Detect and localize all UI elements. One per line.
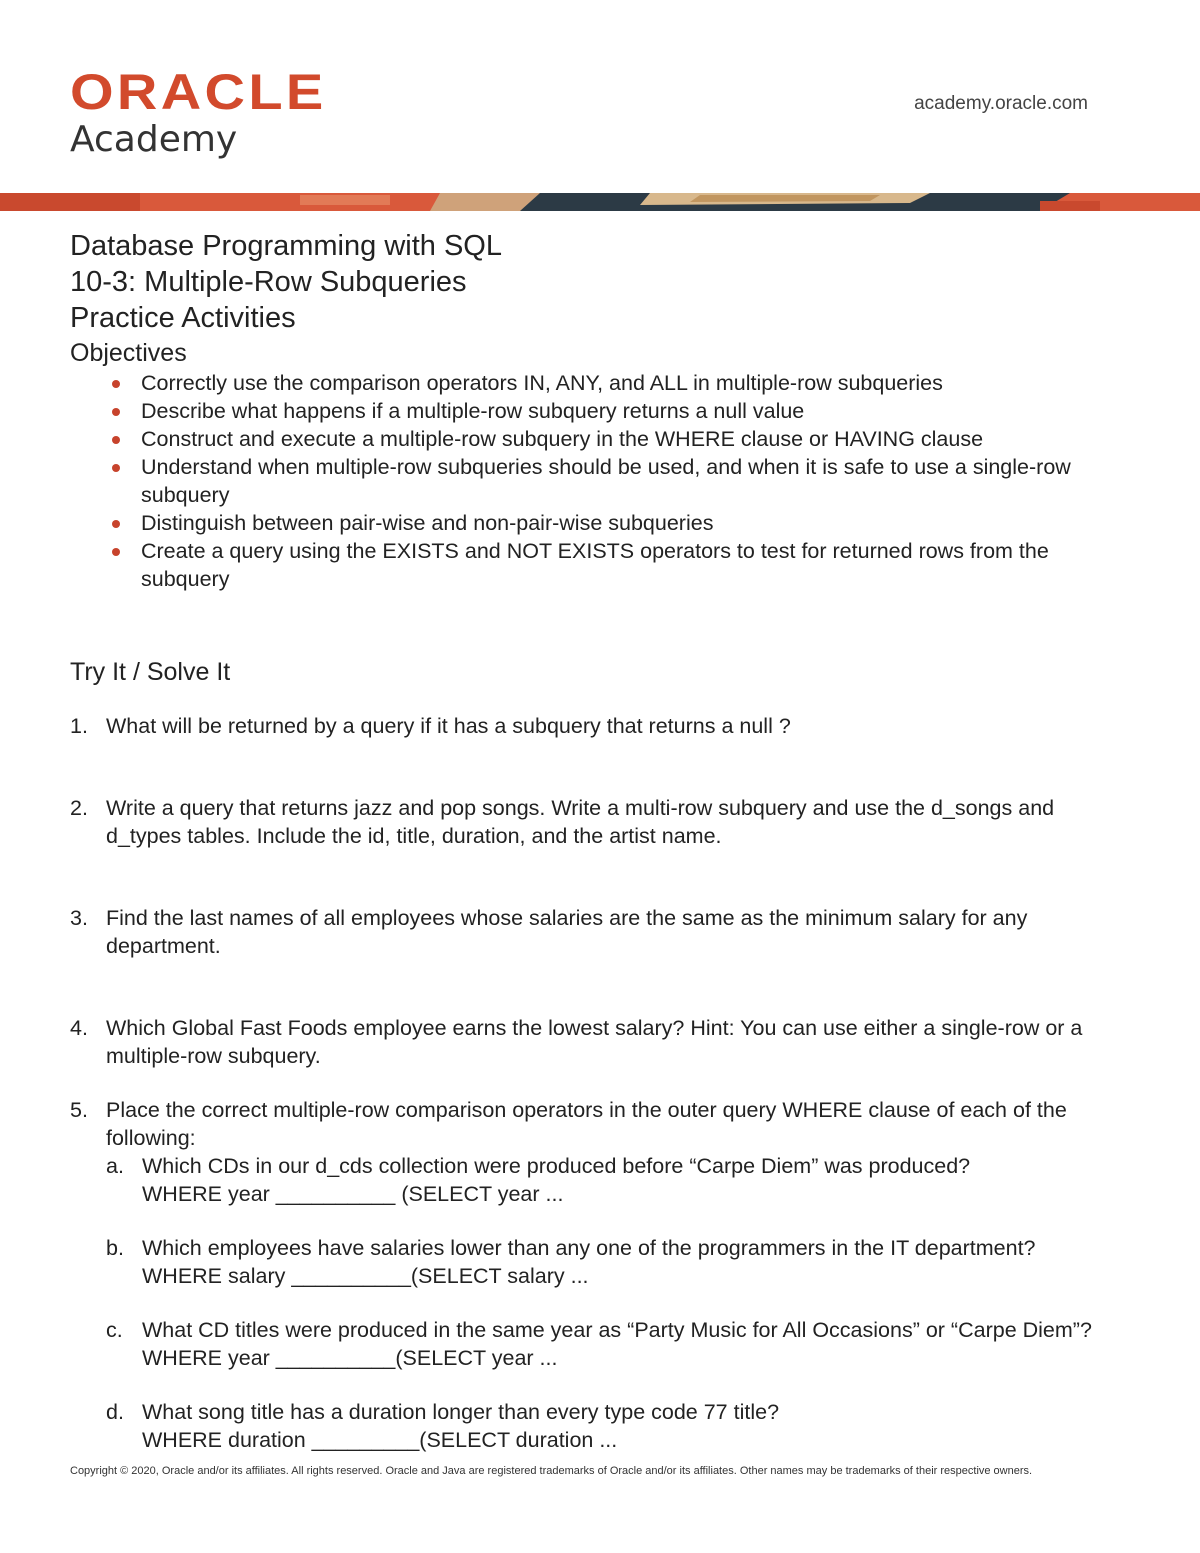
- lesson-title: 10-3: Multiple-Row Subqueries: [70, 266, 467, 298]
- question-text: What will be returned by a query if it has a subquery that returns a null ?: [106, 714, 791, 738]
- where-clause: WHERE duration _________(SELECT duration ...: [142, 1428, 618, 1452]
- sub-question-c: [106, 1316, 1130, 1372]
- decorative-banner: [0, 193, 1200, 211]
- where-clause: WHERE year __________(SELECT year ...: [142, 1346, 558, 1370]
- questions-list: [70, 712, 1130, 1454]
- question-number: 2.: [70, 796, 88, 820]
- question-number: 5.: [70, 1098, 88, 1122]
- question-5: [70, 1096, 1130, 1454]
- list-item: Construct and execute a multiple-row subquery in the WHERE clause or HAVING clause: [70, 425, 1130, 453]
- sub-question-text: Which CDs in our d_cds collection were produced before “Carpe Diem” was produced?: [142, 1154, 971, 1178]
- question-text: Write a query that returns jazz and pop songs. Write a multi-row subquery and use the d_songs and d_types tables. Include the id, title, duration, and the artist name.: [106, 796, 1055, 848]
- copyright-footer: Copyright © 2020, Oracle and/or its affiliates. All rights reserved. Oracle and Java are registered trademarks of Oracle and/or its affiliates. Other names may be trademarks of their respective owners.: [70, 1465, 1033, 1477]
- question-4: [70, 1014, 1130, 1070]
- question-text: Find the last names of all employees whose salaries are the same as the minimum salary for any department.: [106, 906, 1028, 958]
- list-item: Create a query using the EXISTS and NOT EXISTS operators to test for returned rows from the subquery: [70, 537, 1130, 593]
- sub-question-letter: a.: [106, 1154, 124, 1178]
- sub-question-text: Which employees have salaries lower than any one of the programmers in the IT department?: [142, 1236, 1036, 1260]
- question-number: 4.: [70, 1016, 88, 1040]
- question-1: [70, 712, 1130, 740]
- list-item: Understand when multiple-row subqueries should be used, and when it is safe to use a single-row subquery: [70, 453, 1130, 509]
- try-it-heading: Try It / Solve It: [70, 658, 231, 686]
- sub-question-letter: b.: [106, 1236, 124, 1260]
- question-3: [70, 904, 1130, 960]
- question-text: Which Global Fast Foods employee earns the lowest salary? Hint: You can use either a single-row or a multiple-row subquery.: [106, 1016, 1083, 1068]
- list-item: Distinguish between pair-wise and non-pair-wise subqueries: [70, 509, 1130, 537]
- sub-question-letter: d.: [106, 1400, 124, 1424]
- objectives-heading: Objectives: [70, 339, 187, 367]
- site-url: academy.oracle.com: [914, 93, 1088, 114]
- logo-brand: ORACLE: [70, 64, 327, 120]
- sub-question-d: [106, 1398, 1130, 1454]
- sub-question-b: [106, 1234, 1130, 1290]
- where-clause: WHERE salary __________(SELECT salary ...: [142, 1264, 589, 1288]
- question-number: 3.: [70, 906, 88, 930]
- logo-sub: Academy: [70, 119, 238, 160]
- section-title: Practice Activities: [70, 302, 296, 334]
- sub-question-text: What CD titles were produced in the same year as “Party Music for All Occasions” or “Carpe Diem”?: [142, 1318, 1092, 1342]
- list-item: Correctly use the comparison operators IN, ANY, and ALL in multiple-row subqueries: [70, 369, 1130, 397]
- question-2: [70, 794, 1130, 850]
- course-title: Database Programming with SQL: [70, 230, 502, 262]
- sub-question-letter: c.: [106, 1318, 123, 1342]
- worksheet-content: [70, 228, 1130, 1454]
- question-number: 1.: [70, 714, 88, 738]
- objectives-list: [70, 369, 1130, 593]
- question-text: Place the correct multiple-row comparison operators in the outer query WHERE clause of each of the following:: [106, 1098, 1067, 1150]
- oracle-academy-logo: [70, 64, 327, 160]
- list-item: Describe what happens if a multiple-row subquery returns a null value: [70, 397, 1130, 425]
- sub-question-a: [106, 1152, 1130, 1208]
- sub-question-text: What song title has a duration longer than every type code 77 title?: [142, 1400, 780, 1424]
- where-clause: WHERE year __________ (SELECT year ...: [142, 1182, 564, 1206]
